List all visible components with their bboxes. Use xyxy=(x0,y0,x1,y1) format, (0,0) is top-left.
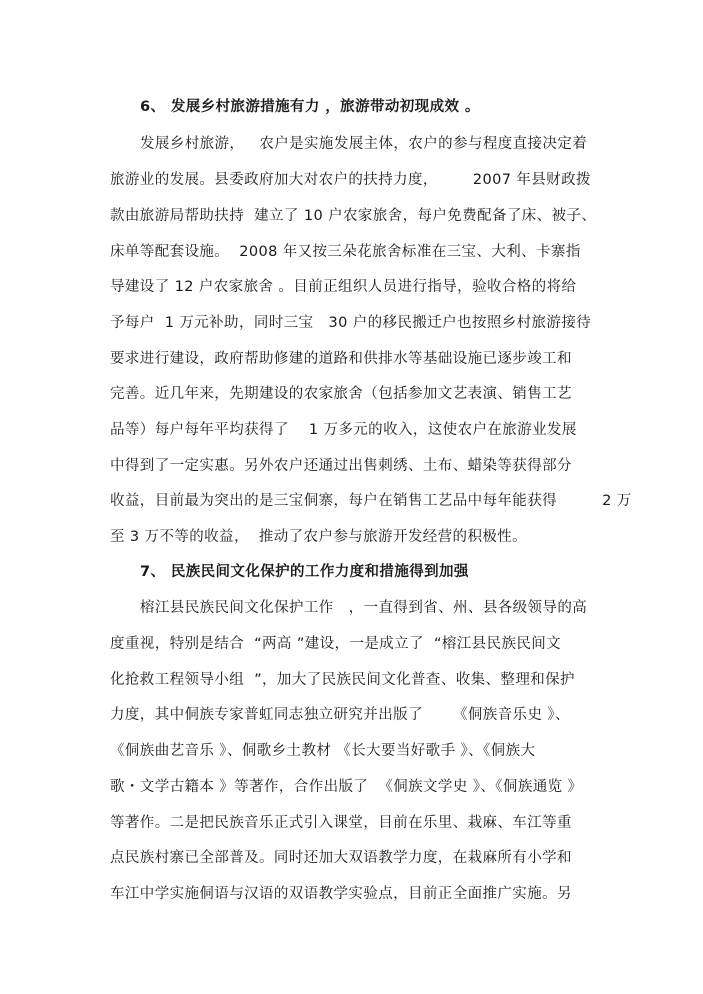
paragraph-line: 等著作。二是把民族音乐正式引入课堂，目前在乐里、栽麻、车江等重 xyxy=(110,815,572,831)
paragraph-line: 歌・文学古籍本 》等著作，合作出版了 《侗族文学史 》、《侗族通览 》 xyxy=(110,779,583,795)
paragraph-line: 至 3 万不等的收益， 推动了农户参与旅游开发经营的积极性。 xyxy=(110,529,528,545)
paragraph-line: 车江中学实施侗语与汉语的双语教学实验点，目前正全面推广实施。另 xyxy=(110,886,572,902)
paragraph-line: 化抢救工程领导小组 ”，加大了民族民间文化普查、收集、整理和保护 xyxy=(110,672,575,688)
paragraph-line: 要求进行建设，政府帮助修建的道路和供排水等基础设施已逐步竣工和 xyxy=(110,351,572,367)
paragraph-line: 中得到了一定实惠。另外农户还通过出售刺绣、土布、蜡染等获得部分 xyxy=(110,458,572,474)
paragraph-line: 榕江县民族民间文化保护工作 ，一直得到省、州、县各级领导的高 xyxy=(140,600,588,616)
paragraph-line: 品等）每户每年平均获得了 1 万多元的收入，这使农户在旅游业发展 xyxy=(110,422,577,438)
paragraph-line: 予每户 1 万元补助，同时三宝 30 户的移民搬迁户也按照乡村旅游接待 xyxy=(110,315,592,331)
paragraph-line: 床单等配套设施。 2008 年又按三朵花旅舍标准在三宝、大利、卡寨指 xyxy=(110,244,581,260)
paragraph-line: 完善。近几年来，先期建设的农家旅舍（包括参加文艺表演、销售工艺 xyxy=(110,386,572,402)
paragraph-line: 旅游业的发展。县委政府加大对农户的扶持力度， 2007 年县财政拨 xyxy=(110,172,591,188)
section-7-heading: 7、 民族民间文化保护的工作力度和措施得到加强 xyxy=(140,564,469,580)
paragraph-line: 力度，其中侗族专家普虹同志独立研究并出版了 《侗族音乐史 》、 xyxy=(110,707,570,723)
paragraph-line: 点民族村寨已全部普及。同时还加大双语教学力度，在栽麻所有小学和 xyxy=(110,850,572,866)
paragraph-line: 度重视，特别是结合 “两高 ”建设，一是成立了 “榕江县民族民间文 xyxy=(110,636,562,652)
paragraph-line: 款由旅游局帮助扶持 建立了 10 户农家旅舍，每户免费配备了床、被子、 xyxy=(110,208,597,224)
paragraph-line: 《侗族曲艺音乐 》、侗歌乡土教材 《长大要当好歌手 》、《侗族大 xyxy=(110,743,536,759)
section-6-heading: 6、 发展乡村旅游措施有力 ，旅游带动初现成效 。 xyxy=(140,99,480,115)
paragraph-line: 导建设了 12 户农家旅舍 。目前正组织人员进行指导，验收合格的将给 xyxy=(110,279,577,295)
paragraph-line: 发展乡村旅游， 农户是实施发展主体，农户的参与程度直接决定着 xyxy=(140,136,588,152)
paragraph-line: 收益，目前最为突出的是三宝侗寨，每户在销售工艺品中每年能获得 2 万 xyxy=(110,493,632,509)
